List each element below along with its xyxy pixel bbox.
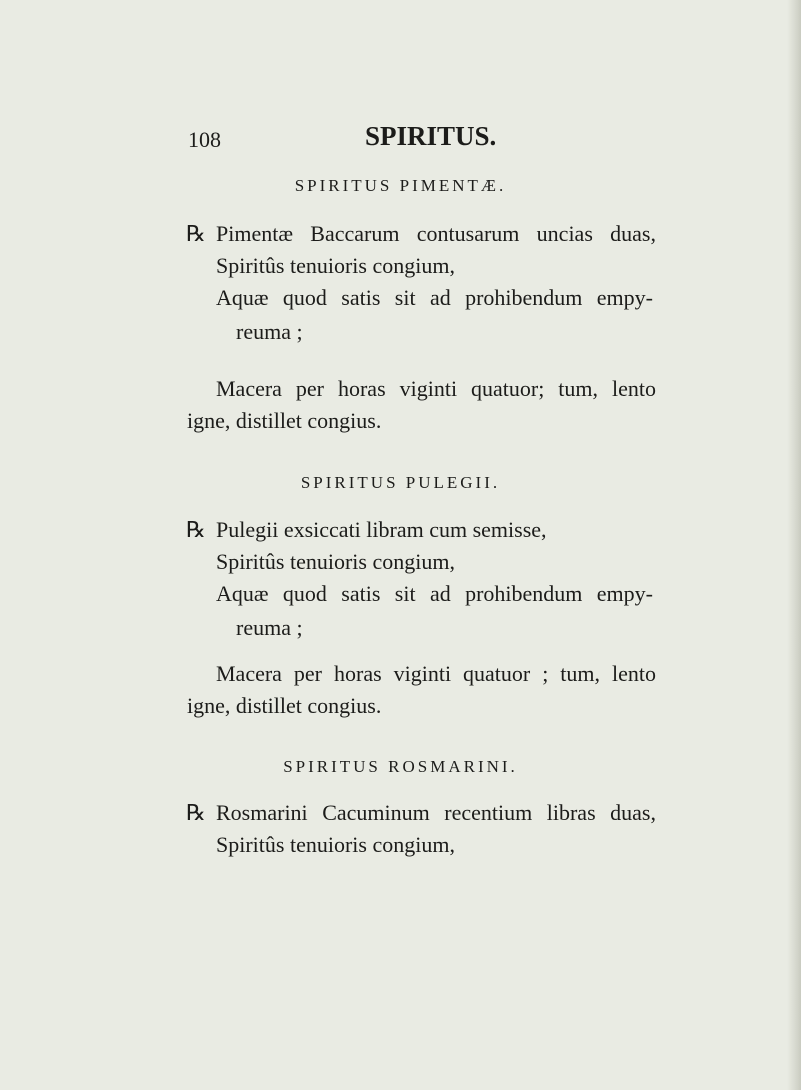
ingredient-line: Pimentæ Baccarum contusarum uncias duas, — [216, 221, 656, 246]
directions-line: igne, distillet congius. — [187, 408, 382, 433]
directions-line: igne, distillet congius. — [187, 693, 382, 718]
section-title-pulegii: SPIRITUS PULEGII. — [300, 473, 501, 492]
ingredient-line: reuma ; — [236, 615, 303, 640]
ingredient-line: Aquæ quod satis sit ad prohibendum empy- — [216, 581, 653, 606]
recipe-symbol: ℞ — [186, 221, 206, 246]
directions-line: Macera per horas viginti quatuor; tum, lento — [216, 376, 656, 401]
page-number: 108 — [188, 127, 221, 152]
ingredient-line: reuma ; — [236, 319, 303, 344]
ingredient-line: Pulegii exsiccati libram cum semisse, — [216, 517, 547, 542]
directions-line: Macera per horas viginti quatuor ; tum, lento — [216, 661, 656, 686]
page-edge-shadow — [787, 0, 801, 1090]
section-title-rosmarini: SPIRITUS ROSMARINI. — [283, 757, 518, 776]
ingredient-line: Aquæ quod satis sit ad prohibendum empy- — [216, 285, 653, 310]
running-title: SPIRITUS. — [365, 121, 497, 151]
ingredient-line: Spiritûs tenuioris congium, — [216, 832, 455, 857]
recipe-symbol: ℞ — [186, 517, 206, 542]
ingredient-line: Rosmarini Cacuminum recentium libras duas, — [216, 800, 656, 825]
recipe-symbol: ℞ — [186, 800, 206, 825]
ingredient-line: Spiritûs tenuioris congium, — [216, 549, 455, 574]
section-title-pimentae: SPIRITUS PIMENTÆ. — [294, 176, 507, 195]
ingredient-line: Spiritûs tenuioris congium, — [216, 253, 455, 278]
